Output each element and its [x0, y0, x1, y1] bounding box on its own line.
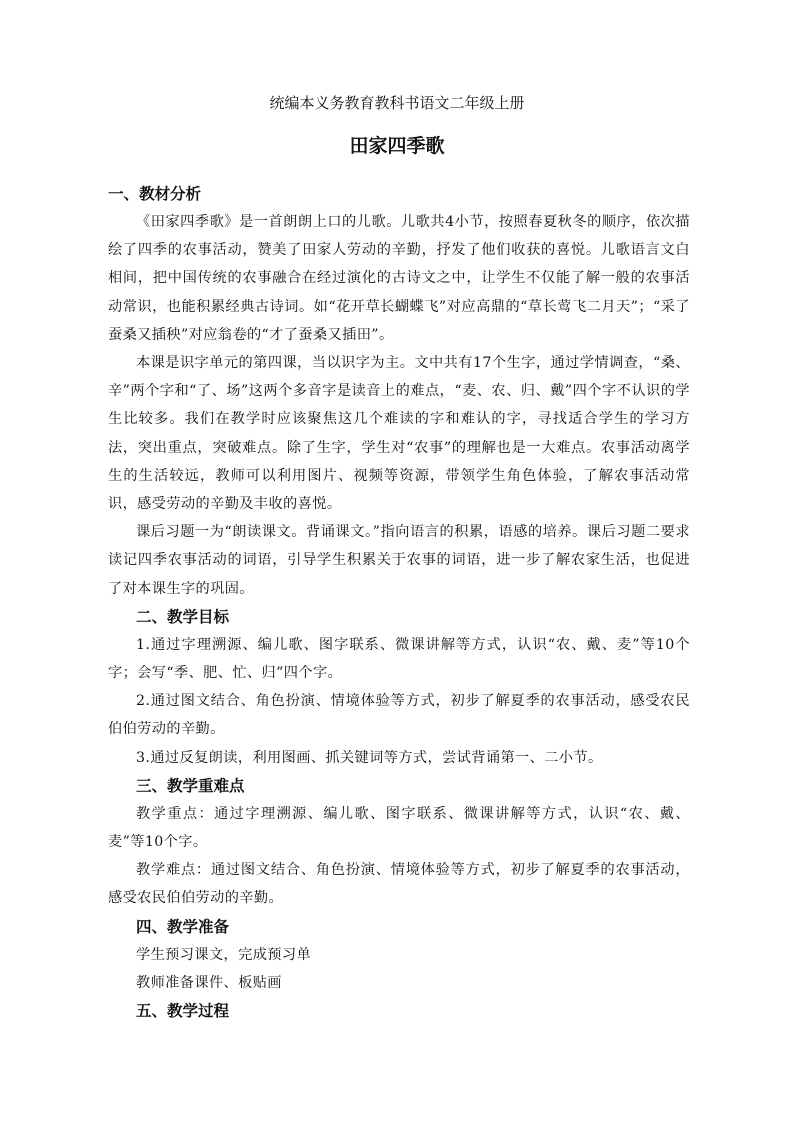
document-body: [108, 180, 690, 1025]
section-heading: 五、教学过程: [136, 1002, 230, 1021]
book-header: 统编本义务教育教科书语文二年级上册: [269, 94, 525, 112]
section-heading: 一、教材分析: [108, 185, 202, 203]
paragraph: 课后习题一为“朗读课文。背诵课文。”指向语言的积累，语感的培养。课后习题二要求读记四季农事活动的词语，引导学生积累关于农事的词语，进一步了解农家生活，也促进了对本课生字的巩固。: [108, 524, 690, 597]
section-key-points: [108, 772, 690, 913]
paragraph: 教师准备课件、板贴画: [136, 974, 282, 991]
paragraph: 2.通过图文结合、角色扮演、情境体验等方式，初步了解夏季的农事活动，感受农民伯伯劳动的辛勤。: [108, 693, 690, 738]
section-heading: 三、教学重难点: [136, 776, 245, 795]
section-process: [108, 997, 690, 1025]
paragraph: 《田家四季歌》是一首朗朗上口的儿歌。儿歌共4小节，按照春夏秋冬的顺序，依次描绘了四季的农事活动，赞美了田家人劳动的辛勤，抒发了他们收获的喜悦。儿歌语言文白相间，把中国传统的农事融合在经过演化的古诗文之中，让学生不仅能了解一般的农事活动常识，也能积累经典古诗词。如“花开草长蝴蝶飞”对应高鼎的“草长莺飞二月天”；“采了蚕桑又插秧”对应翁卷的“才了蚕桑又插田”。: [108, 214, 690, 343]
paragraph: 1.通过字理溯源、编儿歌、图字联系、微课讲解等方式，认识“农、戴、麦”等10个字；会写“季、肥、忙、归”四个字。: [108, 636, 690, 682]
paragraph: 教学重点：通过字理溯源、编儿歌、图字联系、微课讲解等方式，认识“农、戴、麦”等10个字。: [108, 805, 690, 851]
section-analysis: [108, 180, 690, 603]
section-objectives: [108, 603, 690, 772]
paragraph: 3.通过反复朗读，利用图画、抓关键词等方式，尝试背诵第一、二小节。: [136, 749, 603, 766]
section-preparation: [108, 913, 690, 997]
paragraph: 教学难点：通过图文结合、角色扮演、情境体验等方式，初步了解夏季的农事活动，感受农民伯伯劳动的辛勤。: [108, 862, 690, 907]
paragraph: 本课是识字单元的第四课，当以识字为主。文中共有17个生字，通过学情调查，“桑、辛”两个字和“了、场”这两个多音字是读音上的难点，“麦、农、归、戴”四个字不认识的学生比较多。我们在教学时应该聚焦这几个难读的字和难认的字，寻找适合学生的学习方法，突出重点，突破难点。除了生字，学生对“农事”的理解也是一大难点。农事活动离学生的生活较远，教师可以利用图片、视频等资源，带领学生角色体验，了解农事活动常识，感受劳动的辛勤及丰收的喜悦。: [108, 355, 690, 513]
section-heading: 二、教学目标: [136, 607, 230, 626]
paragraph: 学生预习课文，完成预习单: [136, 946, 312, 963]
lesson-title: 田家四季歌: [349, 135, 445, 157]
section-heading: 四、教学准备: [136, 917, 230, 936]
